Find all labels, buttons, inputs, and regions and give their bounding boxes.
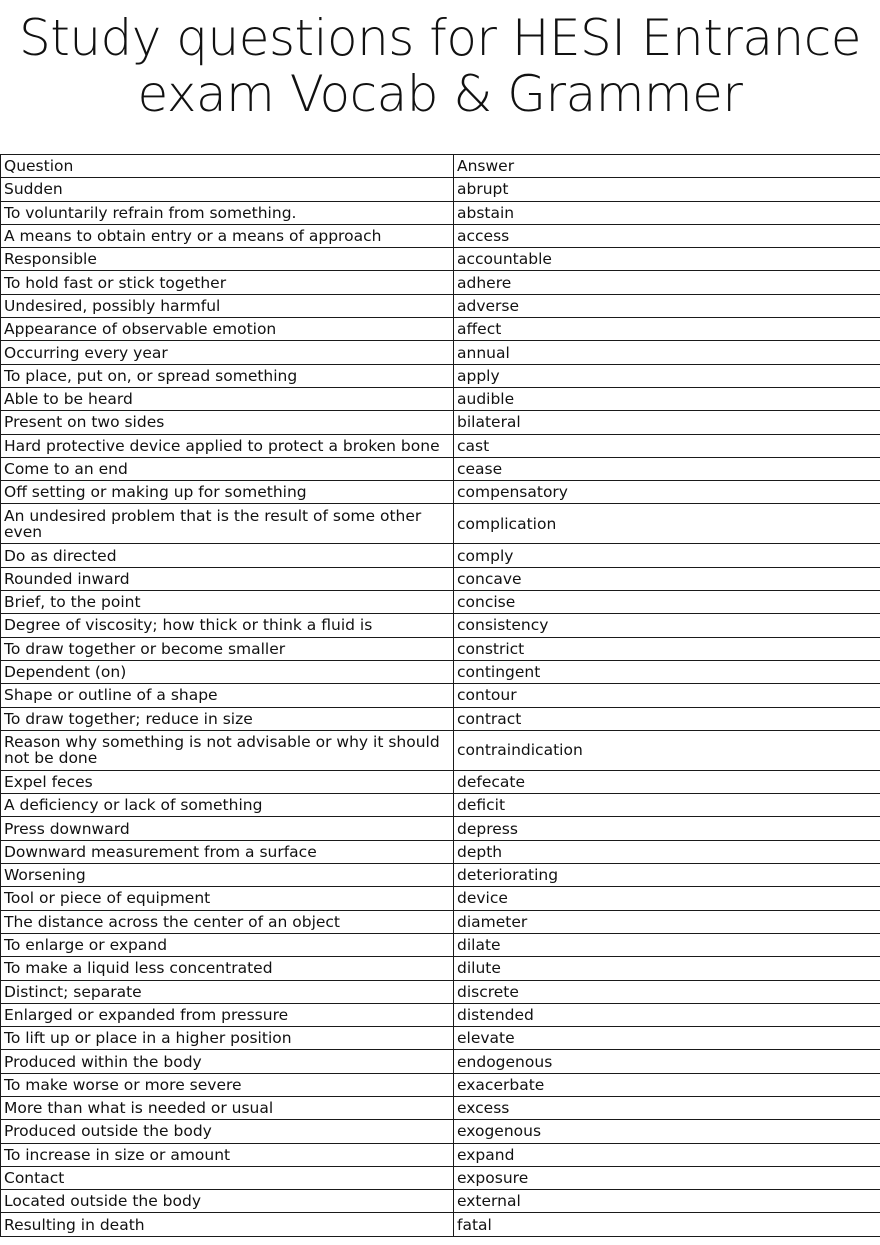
question-cell: To hold fast or stick together	[1, 271, 454, 294]
question-cell: Enlarged or expanded from pressure	[1, 1003, 454, 1026]
answer-cell: discrete	[454, 980, 880, 1003]
question-cell: Come to an end	[1, 457, 454, 480]
answer-cell: bilateral	[454, 411, 880, 434]
table-row	[1, 730, 880, 770]
question-cell: Responsible	[1, 248, 454, 271]
answer-cell: annual	[454, 341, 880, 364]
answer-cell: excess	[454, 1096, 880, 1119]
answer-cell: consistency	[454, 614, 880, 637]
question-cell: Occurring every year	[1, 341, 454, 364]
question-cell: To increase in size or amount	[1, 1143, 454, 1166]
answer-cell: cast	[454, 434, 880, 457]
table-row	[1, 770, 880, 793]
answer-cell: adhere	[454, 271, 880, 294]
table-header-row	[1, 155, 880, 178]
answer-cell: adverse	[454, 294, 880, 317]
table-row	[1, 567, 880, 590]
question-cell: Produced within the body	[1, 1050, 454, 1073]
table-row	[1, 481, 880, 504]
question-cell: Expel feces	[1, 770, 454, 793]
answer-cell: cease	[454, 457, 880, 480]
answer-cell: contract	[454, 707, 880, 730]
table-row	[1, 1096, 880, 1119]
answer-cell: complication	[454, 504, 880, 544]
table-row	[1, 341, 880, 364]
table-row	[1, 1027, 880, 1050]
table-row	[1, 1120, 880, 1143]
answer-cell: depress	[454, 817, 880, 840]
question-cell: Appearance of observable emotion	[1, 318, 454, 341]
answer-cell: affect	[454, 318, 880, 341]
question-cell: Off setting or making up for something	[1, 481, 454, 504]
question-cell: Hard protective device applied to protect a broken bone	[1, 434, 454, 457]
answer-cell: deficit	[454, 794, 880, 817]
table-row	[1, 1073, 880, 1096]
answer-cell: abstain	[454, 201, 880, 224]
answer-cell: abrupt	[454, 178, 880, 201]
table-row	[1, 224, 880, 247]
question-cell: Degree of viscosity; how thick or think a fluid is	[1, 614, 454, 637]
question-cell: Contact	[1, 1166, 454, 1189]
question-cell: Shape or outline of a shape	[1, 684, 454, 707]
page-title	[0, 10, 880, 122]
question-cell: Reason why something is not advisable or why it should not be done	[1, 730, 454, 770]
table-row	[1, 1190, 880, 1213]
question-cell: Brief, to the point	[1, 591, 454, 614]
answer-cell: audible	[454, 387, 880, 410]
answer-cell: exacerbate	[454, 1073, 880, 1096]
question-cell: The distance across the center of an object	[1, 910, 454, 933]
answer-cell: exogenous	[454, 1120, 880, 1143]
title-line-2: exam Vocab & Grammer	[137, 65, 743, 123]
answer-cell: dilate	[454, 933, 880, 956]
question-cell: To draw together; reduce in size	[1, 707, 454, 730]
question-cell: More than what is needed or usual	[1, 1096, 454, 1119]
question-cell: To enlarge or expand	[1, 933, 454, 956]
question-cell: Sudden	[1, 178, 454, 201]
answer-cell: fatal	[454, 1213, 880, 1236]
answer-cell: endogenous	[454, 1050, 880, 1073]
question-cell: Distinct; separate	[1, 980, 454, 1003]
title-line-1: Study questions for HESI Entrance	[19, 9, 861, 67]
question-cell: Produced outside the body	[1, 1120, 454, 1143]
answer-cell: deteriorating	[454, 864, 880, 887]
answer-cell: concise	[454, 591, 880, 614]
table-row	[1, 271, 880, 294]
table-row	[1, 411, 880, 434]
question-cell: To voluntarily refrain from something.	[1, 201, 454, 224]
question-cell: Undesired, possibly harmful	[1, 294, 454, 317]
answer-cell: contingent	[454, 660, 880, 683]
answer-cell: access	[454, 224, 880, 247]
question-cell: An undesired problem that is the result of some other even	[1, 504, 454, 544]
question-cell: Able to be heard	[1, 387, 454, 410]
table-row	[1, 684, 880, 707]
table-row	[1, 614, 880, 637]
header-answer: Answer	[454, 155, 880, 178]
question-cell: Rounded inward	[1, 567, 454, 590]
table-row	[1, 201, 880, 224]
question-cell: To draw together or become smaller	[1, 637, 454, 660]
table-row	[1, 840, 880, 863]
question-cell: Tool or piece of equipment	[1, 887, 454, 910]
answer-cell: external	[454, 1190, 880, 1213]
answer-cell: elevate	[454, 1027, 880, 1050]
table-row	[1, 933, 880, 956]
question-cell: Located outside the body	[1, 1190, 454, 1213]
table-row	[1, 957, 880, 980]
answer-cell: dilute	[454, 957, 880, 980]
question-cell: Worsening	[1, 864, 454, 887]
question-cell: To make a liquid less concentrated	[1, 957, 454, 980]
table-row	[1, 1143, 880, 1166]
table-row	[1, 864, 880, 887]
answer-cell: compensatory	[454, 481, 880, 504]
answer-cell: expand	[454, 1143, 880, 1166]
table-row	[1, 1050, 880, 1073]
table-row	[1, 817, 880, 840]
answer-cell: contour	[454, 684, 880, 707]
header-question: Question	[1, 155, 454, 178]
question-cell: Do as directed	[1, 544, 454, 567]
table-row	[1, 294, 880, 317]
table-row	[1, 504, 880, 544]
answer-cell: defecate	[454, 770, 880, 793]
table-row	[1, 544, 880, 567]
answer-cell: comply	[454, 544, 880, 567]
answer-cell: depth	[454, 840, 880, 863]
question-cell: To lift up or place in a higher position	[1, 1027, 454, 1050]
table-row	[1, 887, 880, 910]
table-row	[1, 387, 880, 410]
table-row	[1, 707, 880, 730]
answer-cell: apply	[454, 364, 880, 387]
vocab-table	[0, 154, 880, 1237]
answer-cell: concave	[454, 567, 880, 590]
table-row	[1, 457, 880, 480]
table-row	[1, 910, 880, 933]
question-cell: Present on two sides	[1, 411, 454, 434]
table-row	[1, 1213, 880, 1236]
table-row	[1, 178, 880, 201]
table-row	[1, 794, 880, 817]
table-row	[1, 434, 880, 457]
table-row	[1, 660, 880, 683]
question-cell: A deficiency or lack of something	[1, 794, 454, 817]
answer-cell: contraindication	[454, 730, 880, 770]
table-row	[1, 1003, 880, 1026]
question-cell: Downward measurement from a surface	[1, 840, 454, 863]
question-cell: Dependent (on)	[1, 660, 454, 683]
table-row	[1, 637, 880, 660]
answer-cell: device	[454, 887, 880, 910]
answer-cell: exposure	[454, 1166, 880, 1189]
answer-cell: constrict	[454, 637, 880, 660]
table-row	[1, 591, 880, 614]
table-row	[1, 248, 880, 271]
answer-cell: distended	[454, 1003, 880, 1026]
question-cell: Resulting in death	[1, 1213, 454, 1236]
question-cell: To place, put on, or spread something	[1, 364, 454, 387]
table-row	[1, 318, 880, 341]
table-row	[1, 980, 880, 1003]
table-row	[1, 1166, 880, 1189]
answer-cell: accountable	[454, 248, 880, 271]
question-cell: A means to obtain entry or a means of approach	[1, 224, 454, 247]
question-cell: To make worse or more severe	[1, 1073, 454, 1096]
table-row	[1, 364, 880, 387]
question-cell: Press downward	[1, 817, 454, 840]
answer-cell: diameter	[454, 910, 880, 933]
